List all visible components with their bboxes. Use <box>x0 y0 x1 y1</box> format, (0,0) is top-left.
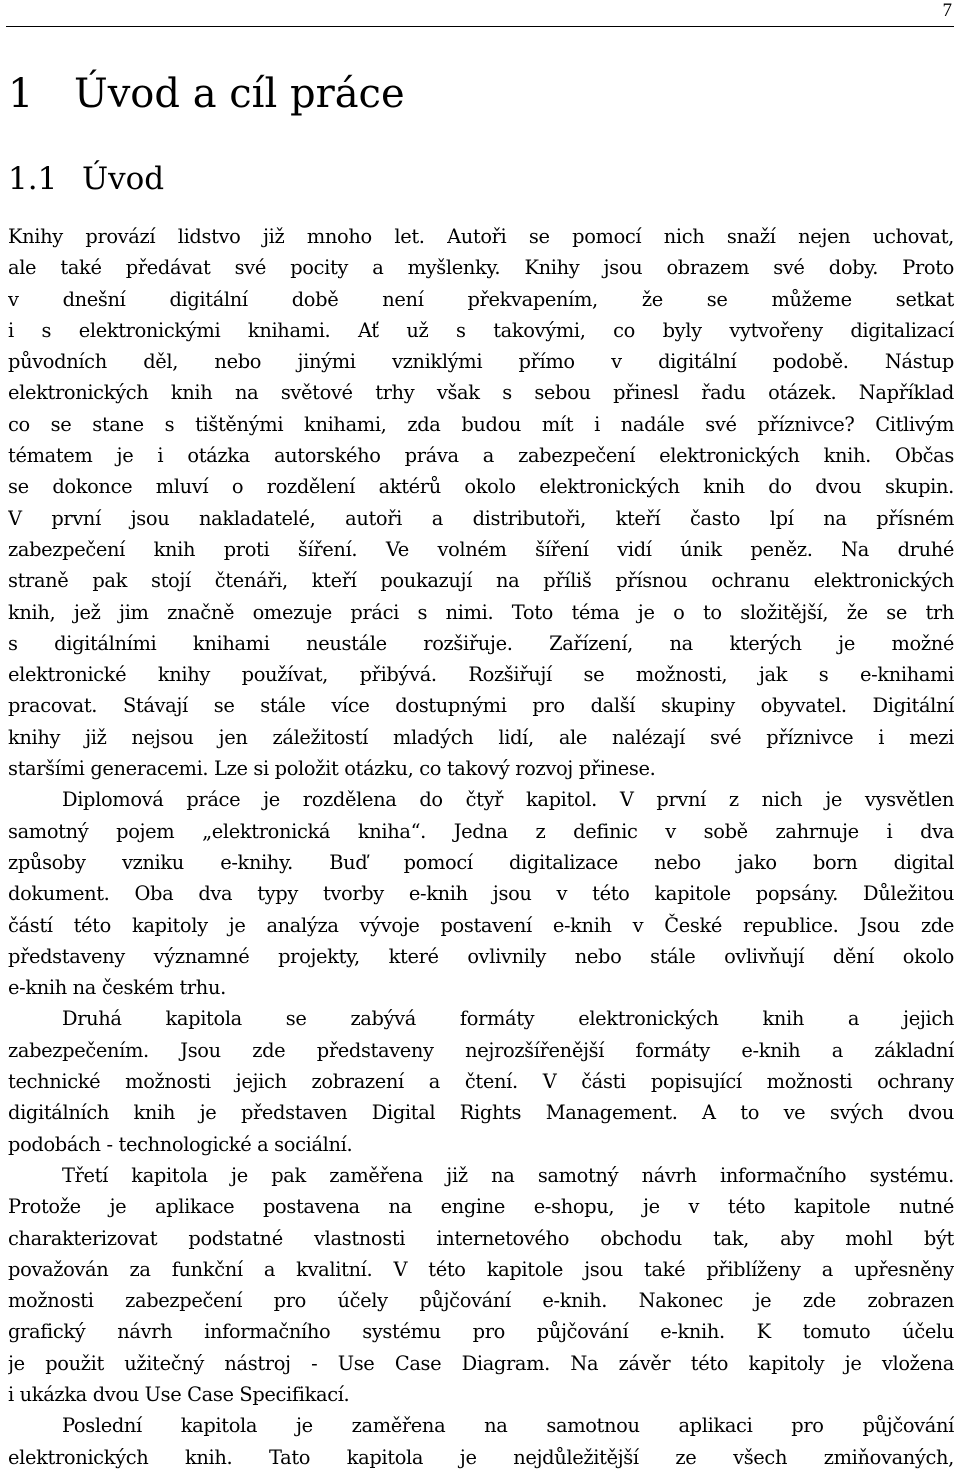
text-line: i s elektronickými knihami. Ať už s takovými, co byly vytvořeny digitalizací <box>8 318 954 342</box>
text-line: V první jsou nakladatelé, autoři a distributoři, kteří často lpí na přísném <box>8 506 954 530</box>
chapter-number: 1 <box>8 71 34 117</box>
text-line: se dokonce mluví o rozdělení aktérů okolo elektronických knih do dvou skupin. <box>8 475 954 499</box>
body-text <box>8 221 954 1473</box>
text-line: považován za funkční a kvalitní. V této kapitole jsou také přiblíženy a upřesněny <box>8 1257 954 1281</box>
text-line: podobách - technologické a sociální. <box>8 1132 353 1156</box>
text-line: digitálních knih je představen Digital Rights Management. A to ve svých dvou <box>8 1101 954 1125</box>
text-line: Druhá kapitola se zabývá formáty elektronických knih a jejich <box>62 1007 954 1031</box>
text-line: je použit užitečný nástroj - Use Case Diagram. Na závěr této kapitoly je vložena <box>8 1351 954 1375</box>
text-line: ale také předávat své pocity a myšlenky. Knihy jsou obrazem své doby. Proto <box>8 256 954 280</box>
text-line: v dnešní digitální době není překvapením, že se můžeme setkat <box>8 287 954 311</box>
text-line: možnosti zabezpečení pro účely půjčování e-knih. Nakonec je zde zobrazen <box>8 1289 954 1313</box>
text-line: elektronických knih. Tato kapitola je nejdůležitější ze všech zmiňovaných, <box>8 1445 954 1469</box>
text-line: Třetí kapitola je pak zaměřena již na samotný návrh informačního systému. <box>62 1163 954 1187</box>
section-heading <box>8 156 164 202</box>
text-line: částí této kapitoly je analýza vývoje postavení e-knih v České republice. Jsou zde <box>8 913 954 937</box>
text-line: pracovat. Stávají se stále více dostupnými pro další skupiny obyvatel. Digitální <box>8 694 954 718</box>
text-line: grafický návrh informačního systému pro půjčování e-knih. K tomuto účelu <box>8 1320 954 1344</box>
section-title: Úvod <box>82 161 165 197</box>
text-line: Knihy provází lidstvo již mnoho let. Autoři se pomocí nich snaží nejen uchovat, <box>8 225 954 248</box>
section-number: 1.1 <box>8 161 58 197</box>
text-line: zabezpečením. Jsou zde představeny nejrozšířenější formáty e-knih a základní <box>8 1038 954 1062</box>
text-line: elektronické knihy používat, přibývá. Rozšiřují se možnosti, jak s e-knihami <box>8 663 954 687</box>
text-line: e-knih na českém trhu. <box>8 976 226 1000</box>
text-line: původních děl, nebo jinými vzniklými přímo v digitální podobě. Nástup <box>8 350 954 374</box>
text-line: tématem je i otázka autorského práva a zabezpečení elektronických knih. Občas <box>8 444 954 468</box>
header-rule <box>6 26 954 27</box>
text-line: knihy již nejsou jen záležitostí mladých lidí, ale nalézají své příznivce i mezi <box>8 725 954 749</box>
text-line: způsoby vzniku e-knihy. Buď pomocí digitalizace nebo jako born digital <box>8 850 954 874</box>
text-line: i ukázka dvou Use Case Specifikací. <box>8 1382 350 1406</box>
text-line: staršími generacemi. Lze si položit otázku, co takový rozvoj přinese. <box>8 757 656 781</box>
text-line: co se stane s tištěnými knihami, zda budou mít i nadále své příznivce? Citlivým <box>8 412 954 436</box>
text-line: s digitálními knihami neustále rozšiřuje. Zařízení, na kterých je možné <box>8 631 954 655</box>
text-line: elektronických knih na světové trhy však s sebou přinesl řadu otázek. Například <box>8 381 954 405</box>
text-line: samotný pojem „elektronická kniha“. Jedna z definic v sobě zahrnuje i dva <box>8 819 954 843</box>
chapter-title: Úvod a cíl práce <box>74 71 405 117</box>
text-line: zabezpečení knih proti šíření. Ve volném šíření vidí únik peněz. Na druhé <box>8 537 954 561</box>
text-line: technické možnosti jejich zobrazení a čtení. V části popisující možnosti ochrany <box>8 1070 954 1094</box>
text-line: Diplomová práce je rozdělena do čtyř kapitol. V první z nich je vysvětlen <box>62 788 954 812</box>
text-line: Protože je aplikace postavena na engine e-shopu, je v této kapitole nutné <box>8 1195 954 1219</box>
page-number: 7 <box>942 0 952 21</box>
text-line: představeny významné projekty, které ovlivnily nebo stále ovlivňují dění okolo <box>8 944 954 968</box>
text-line: knih, jež jim značně omezuje práci s nimi. Toto téma je o to složitější, že se trh <box>8 600 954 624</box>
text-line: straně pak stojí čtenáři, kteří poukazují na příliš přísnou ochranu elektronických <box>8 569 954 593</box>
chapter-heading <box>8 66 405 122</box>
text-line: dokument. Oba dva typy tvorby e-knih jsou v této kapitole popsány. Důležitou <box>8 882 954 906</box>
text-line: Poslední kapitola je zaměřena na samotnou aplikaci pro půjčování <box>62 1414 954 1438</box>
text-line: charakterizovat podstatné vlastnosti internetového obchodu tak, aby mohl být <box>8 1226 954 1250</box>
